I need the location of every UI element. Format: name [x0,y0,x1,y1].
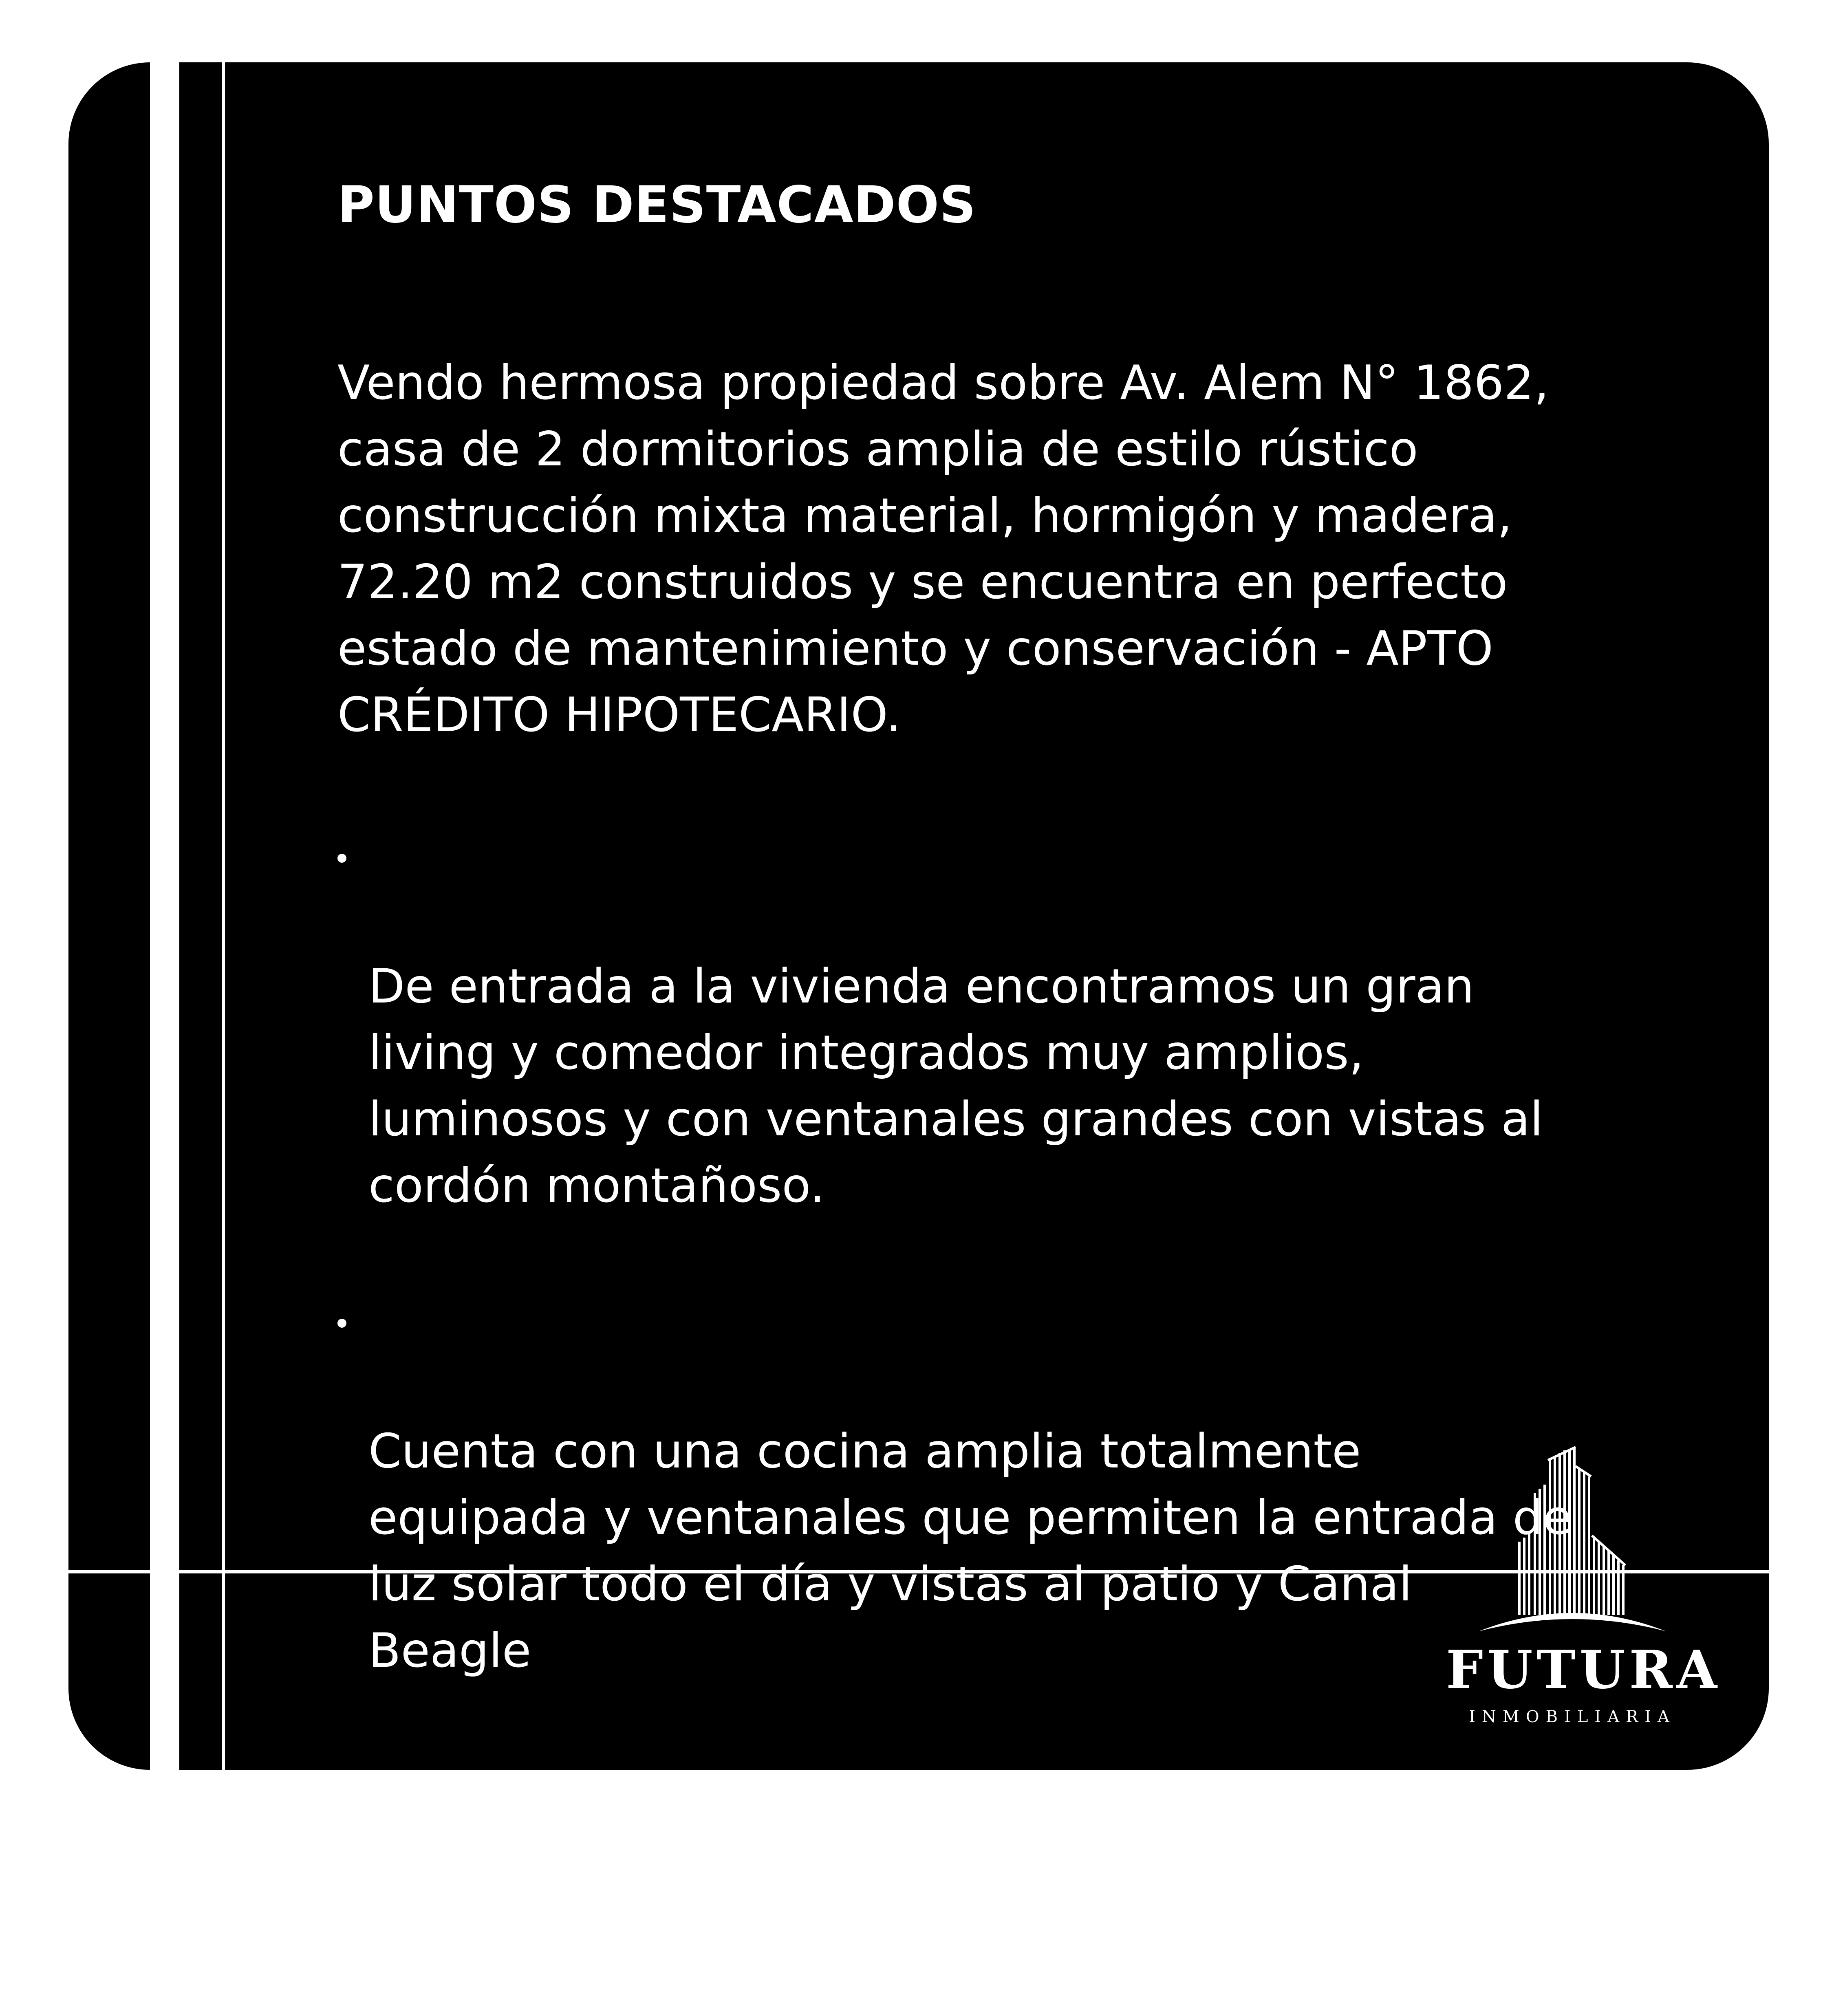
brand-name: FUTURA [1446,1639,1722,1701]
list-item-text: Techos con cabios a la vista. [368,1889,1039,1944]
bullet-dot-icon [337,1319,346,1328]
brand-logo [1446,1444,1722,1754]
list-item [337,1750,1723,1950]
list-item [337,820,1723,1219]
building-logo-icon [1470,1444,1674,1639]
page-title: PUNTOS DESTACADOS [337,176,977,234]
bullet-dot-icon [337,1784,346,1793]
decorative-stripe-thin [222,62,225,1770]
decorative-stripe-thick [150,62,179,1770]
bullet-dot-icon [337,854,346,863]
features-list [337,820,1723,2016]
list-item-text: De entrada a la vivienda encontramos un gran living y comedor integrados muy amplios, luminosos y con ventanales grandes con vistas al cordón montañoso. [368,959,1543,1213]
highlights-card [68,62,1769,1944]
list-item-text: Cuenta con una cocina amplia totalmente equipada y ventanales que permiten la entrada de luz solar todo el día y vistas al patio y Canal Beagle [368,1424,1572,1678]
brand-tagline: INMOBILIARIA [1469,1708,1676,1726]
intro-paragraph: Vendo hermosa propiedad sobre Av. Alem N° 1862, casa de 2 dormitorios amplia de estilo rústico construcción mixta material, hormigón y madera, 72.20 m2 construidos y se encuentra en perfecto estado de mantenimiento y conservación - APTO CRÉDITO HIPOTECARIO. [337,355,1549,743]
